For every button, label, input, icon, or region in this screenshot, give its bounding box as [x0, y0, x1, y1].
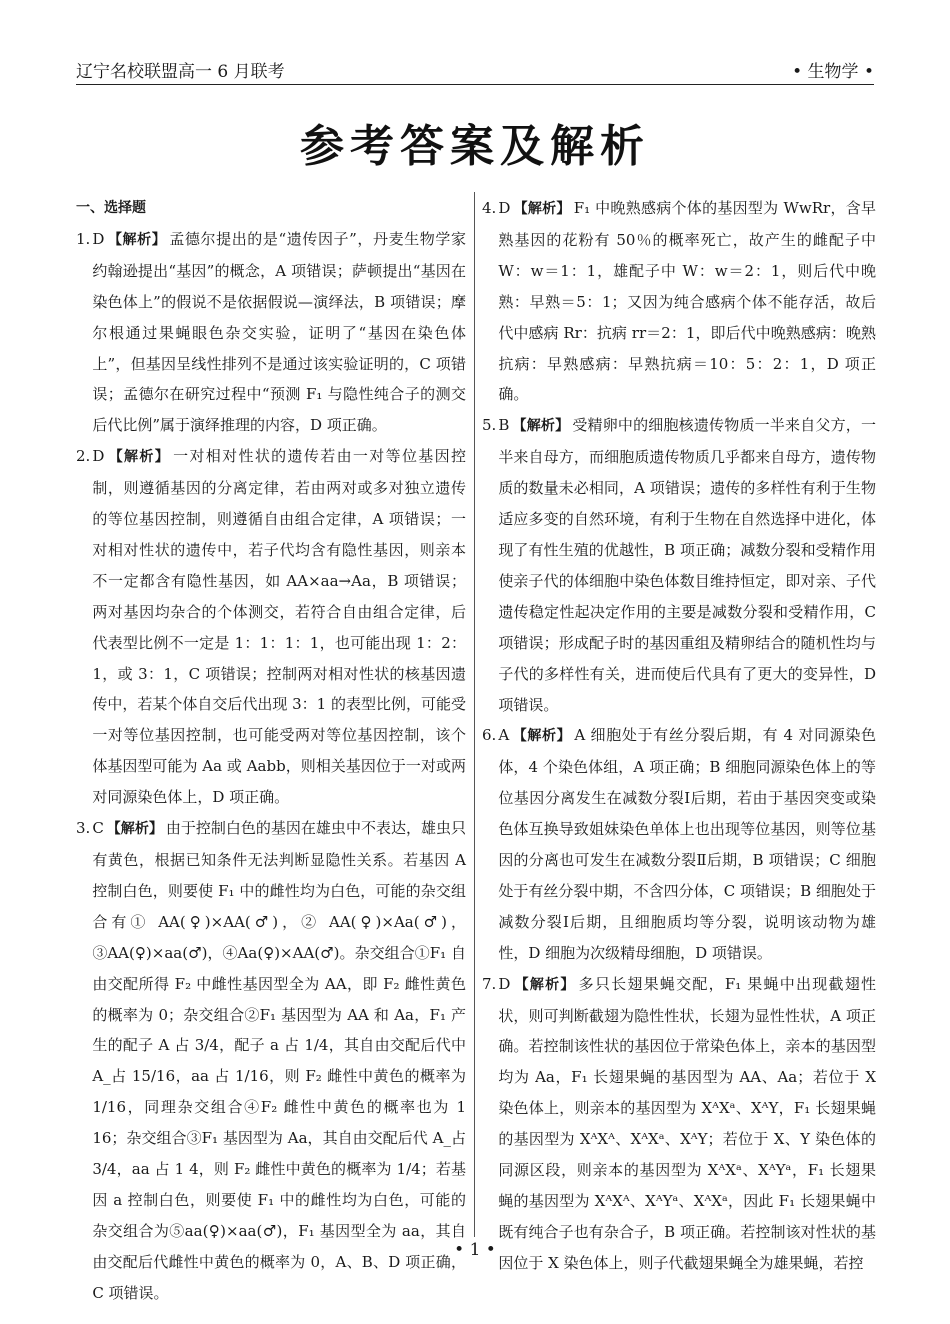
- analysis-text: 多只长翅果蝇交配，F₁ 果蝇中出现截翅性状，则可判断截翅为隐性性状，长翅为显性性状，A 项正确。若控制该性状的基因位于常染色体上，亲本的基因型均为 Aa，F₁ 长翅果蝇的基因型为 AA、Aa；若位于 X 染色体上，则亲本的基因型为 XᴬXᵃ、XᴬY，F₁ 长翅果蝇的基因型为 XᴬXᴬ、XᴬXᵃ、XᴬY；若位于 X、Y 染色体的同源区段，则亲本的基因型为 XᴬXᵃ、XᴬYᵃ，F₁ 长翅果蝇的基因型为 XᴬXᴬ、XᴬYᵃ、XᴬXᵃ，因此 F₁ 长翅果蝇中既有纯合子也有杂合子，B 项正确。若控制该对性状的基因位于 X 染色体上，则子代截翅果蝇全为雄果蝇，若控: [498, 974, 876, 1272]
- question-body: [498, 410, 876, 720]
- analysis-tag: 【解析】: [106, 821, 163, 838]
- header-exam-name: 辽宁名校联盟高一 6 月联考: [76, 62, 285, 82]
- question-body: [92, 813, 466, 1309]
- question-number: 2.: [76, 447, 91, 466]
- analysis-tag: 【解析】: [107, 231, 167, 248]
- question-number: 4.: [482, 199, 497, 217]
- answer-letter: D: [498, 974, 511, 993]
- header-subject: • 生物学 •: [792, 62, 874, 82]
- answer-letter: A: [498, 726, 510, 745]
- question-2: [76, 441, 466, 813]
- question-5: [482, 410, 876, 720]
- question-number: 6.: [482, 726, 497, 745]
- analysis-tag: 【解析】: [513, 201, 571, 217]
- question-number: 3.: [76, 819, 91, 838]
- column-divider: [474, 192, 475, 1237]
- analysis-tag: 【解析】: [513, 976, 576, 993]
- question-number: 7.: [482, 974, 497, 993]
- question-1: [76, 224, 466, 441]
- question-number: 1.: [76, 229, 91, 248]
- analysis-text: 由于控制白色的基因在雄虫中不表达，雄虫只有黄色，根据已知条件无法判断显隐性关系。若基因 A 控制白色，则要使 F₁ 中的雌性均为白色，可能的杂交组合有① AA(♀)×AA(♂)，② AA(♀)×Aa(♂)，③AA(♀)×aa(♂)，④Aa(♀)×AA(♂)。杂交组合①F₁ 自由交配所得 F₂ 中雌性基因型全为 AA，即 F₂ 雌性黄色的概率为 0；杂交组合②F₁ 基因型为 AA 和 Aa，F₁ 产生的配子 A 占 3/4，配子 a 占 1/4，其自由交配后代中 A_占 15/16，aa 占 1/16，则 F₂ 雌性中黄色的概率为 1/16，同理杂交组合④F₂ 雌性中黄色的概率也为 1 16；杂交组合③F₁ 基因型为 Aa，其自由交配后代 A_占 3/4，aa 占 1 4，则 F₂ 雌性中黄色的概率为 1/4；若基因 a 控制白色，则要使 F₁ 中的雌性均为白色，可能的杂交组合为⑤aa(♀)×aa(♂)，F₁ 基因型全为 aa，其自由交配后代雌性中黄色的概率为 0，A、B、D 项正确，C 项错误。: [92, 819, 466, 1302]
- analysis-text: 孟德尔提出的是“遗传因子”，丹麦生物学家约翰逊提出“基因”的概念，A 项错误；萨顿提出“基因在染色体上”的假说不是依据假说—演绎法，B 项错误；摩尔根通过果蝇眼色杂交实验，证明了“基因在染色体上”，但基因呈线性排列不是通过该实验证明的，C 项错误；孟德尔在研究过程中“预测 F₁ 与隐性纯合子的测交后代比例”属于演绎推理的内容，D 项正确。: [92, 229, 466, 435]
- analysis-tag: 【解析】: [512, 418, 570, 435]
- answer-letter: D: [92, 229, 105, 248]
- question-number: 5.: [482, 416, 497, 435]
- question-body: [498, 193, 876, 410]
- analysis-text: F₁ 中晚熟感病个体的基因型为 WwRr，含早熟基因的花粉有 50％的概率死亡，故产生的雌配子中 W：w＝1：1，雄配子中 W：w＝2：1，则后代中晚熟：早熟＝5：1；又因为纯合感病个体不能存活，故后代中感病 Rr：抗病 rr＝2：1，即后代中晚熟感病：晚熟抗病：早熟感病：早熟抗病＝10：5：2：1，D 项正确。: [498, 199, 876, 404]
- section-title: 一、选择题: [76, 200, 146, 216]
- analysis-tag: 【解析】: [107, 449, 171, 466]
- question-4: [482, 193, 876, 410]
- question-body: [92, 224, 466, 441]
- analysis-tag: 【解析】: [512, 728, 572, 745]
- answer-letter: B: [498, 416, 510, 435]
- question-7: [482, 969, 876, 1279]
- page-header: [76, 52, 874, 85]
- question-3: [76, 813, 466, 1309]
- page-number: • 1 •: [454, 1240, 496, 1260]
- answer-letter: D: [92, 447, 105, 466]
- analysis-text: A 细胞处于有丝分裂后期，有 4 对同源染色体，4 个染色体组，A 项正确；B 细胞同源染色体上的等位基因分离发生在减数分裂Ⅰ后期，若由于基因突变或染色体互换导致姐妹染色单体上也出现等位基因，则等位基因的分离也可发生在减数分裂Ⅱ后期，B 项错误；C 细胞处于有丝分裂中期，不含四分体，C 项错误；B 细胞处于减数分裂Ⅰ后期，且细胞质均等分裂，说明该动物为雄性，D 细胞为次级精母细胞，D 项错误。: [498, 726, 877, 962]
- analysis-text: 一对相对性状的遗传若由一对等位基因控制，则遵循基因的分离定律，若由两对或多对独立遗传的等位基因控制，则遵循自由组合定律，A 项错误；一对相对性状的遗传中，若子代均含有隐性基因，则亲本不一定都含有隐性基因，如 AA×aa→Aa，B 项错误；两对基因均杂合的个体测交，若符合自由组合定律，后代表型比例不一定是 1：1：1：1，也可能出现 1：2：1，或 3：1，C 项错误；控制两对相对性状的核基因遗传中，若某个体自交后代出现 3：1 的表型比例，可能受一对等位基因控制，也可能受两对等位基因控制，该个体基因型可能为 Aa 或 Aabb，则相关基因位于一对或两对同源染色体上，D 项正确。: [92, 447, 466, 807]
- left-column: [76, 193, 466, 1309]
- right-column: [482, 193, 876, 1279]
- question-body: [498, 969, 876, 1279]
- page-title: 参考答案及解析: [300, 121, 650, 172]
- analysis-text: 受精卵中的细胞核遗传物质一半来自父方，一半来自母方，而细胞质遗传物质几乎都来自母方，遗传物质的数量未必相同，A 项错误；遗传的多样性有利于生物适应多变的自然环境，有利于生物在自然选择中进化，体现了有性生殖的优越性，B 项正确；减数分裂和受精作用使亲子代的体细胞中染色体数目维持恒定，即对亲、子代遗传稳定性起决定作用的主要是减数分裂和受精作用，C 项错误；形成配子时的基因重组及精卵结合的随机性均与子代的多样性有关，进而使后代具有了更大的变异性，D 项错误。: [498, 416, 876, 714]
- answer-letter: D: [498, 199, 511, 217]
- question-body: [498, 720, 876, 968]
- question-body: [92, 441, 466, 813]
- question-6: [482, 720, 876, 968]
- answer-letter: C: [92, 819, 104, 838]
